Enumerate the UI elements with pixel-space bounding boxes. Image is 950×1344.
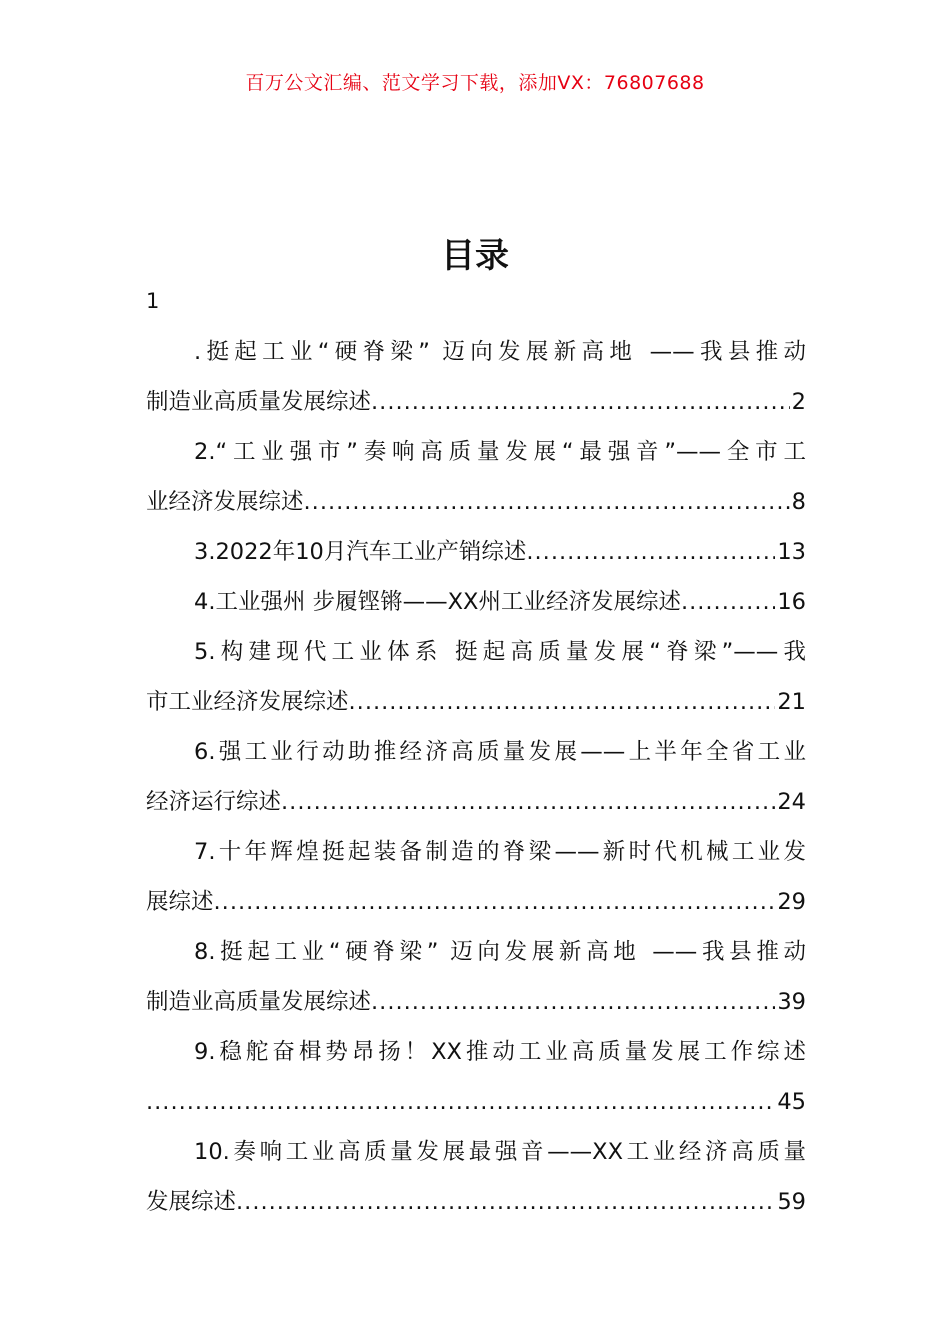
toc-entry-title: 5.构建现代工业体系 挺起高质量发展“脊梁”——我: [194, 639, 806, 665]
page-title: 目录: [441, 236, 509, 276]
toc-entry-title: 9.稳舵奋楫势昂扬！XX推动工业高质量发展工作综述: [194, 1039, 806, 1065]
header-note: 百万公文汇编、范文学习下载，添加VX：76807688: [245, 72, 705, 94]
toc-leader-dots: [371, 977, 775, 1027]
toc-entry-title: 7.十年辉煌挺起装备制造的脊梁——新时代机械工业发: [194, 839, 806, 865]
toc-leader-dots: [146, 1077, 775, 1127]
toc-entry-title: 2.“工业强市”奏响高质量发展“最强音”——全市工: [194, 439, 806, 465]
toc-entry-title-cont: 市工业经济发展综述: [146, 689, 349, 715]
toc-entry-10[interactable]: [146, 1127, 806, 1227]
toc-leader-dots: [349, 677, 776, 727]
toc-entry-5[interactable]: [146, 627, 806, 727]
table-of-contents: [146, 327, 806, 1227]
toc-leader-dots: [236, 1177, 775, 1227]
toc-page-number: 2: [791, 389, 806, 415]
toc-entry-title: .挺起工业“硬脊梁” 迈向发展新高地 ——我县推动: [194, 339, 806, 365]
toc-page-number: 21: [777, 689, 806, 715]
toc-leader-dots: [281, 777, 775, 827]
toc-page-number: 59: [777, 1189, 806, 1215]
toc-entry-title-cont: 发展综述: [146, 1189, 237, 1215]
toc-page-number: 45: [777, 1089, 806, 1115]
toc-entry-7[interactable]: [146, 827, 806, 927]
toc-entry-title-cont: 制造业高质量发展综述: [146, 389, 372, 415]
toc-entry-title-cont: 展综述: [146, 889, 214, 915]
toc-entry-title: 3.2022年10月汽车工业产销综述: [194, 539, 527, 565]
toc-entry-4[interactable]: [146, 577, 806, 627]
toc-page-number: 29: [777, 889, 806, 915]
toc-leader-dots: [681, 577, 775, 627]
toc-entry-title-cont: 业经济发展综述: [146, 489, 304, 515]
toc-entry-6[interactable]: [146, 727, 806, 827]
toc-entry-9[interactable]: [146, 1027, 806, 1127]
toc-page-number: 24: [777, 789, 806, 815]
stray-number: 1: [146, 289, 160, 313]
toc-entry-title-cont: 经济运行综述: [146, 789, 282, 815]
toc-entry-title: 4.工业强州 步履铿锵——XX州工业经济发展综述: [194, 589, 681, 615]
toc-entry-8[interactable]: [146, 927, 806, 1027]
toc-page-number: 39: [777, 989, 806, 1015]
toc-page-number: 8: [791, 489, 806, 515]
toc-page-number: 16: [777, 589, 806, 615]
toc-page-number: 13: [777, 539, 806, 565]
toc-entry-title: 8.挺起工业“硬脊梁” 迈向发展新高地 ——我县推动: [194, 939, 806, 965]
toc-entry-title-cont: 制造业高质量发展综述: [146, 989, 372, 1015]
toc-leader-dots: [304, 477, 790, 527]
toc-entry-title: 10.奏响工业高质量发展最强音——XX工业经济高质量: [194, 1139, 806, 1165]
toc-leader-dots: [214, 877, 776, 927]
toc-leader-dots: [526, 527, 775, 577]
toc-entry-1[interactable]: [146, 327, 806, 427]
toc-entry-2[interactable]: [146, 427, 806, 527]
toc-entry-3[interactable]: [146, 527, 806, 577]
toc-entry-title: 6.强工业行动助推经济高质量发展——上半年全省工业: [194, 739, 806, 765]
toc-leader-dots: [371, 377, 790, 427]
